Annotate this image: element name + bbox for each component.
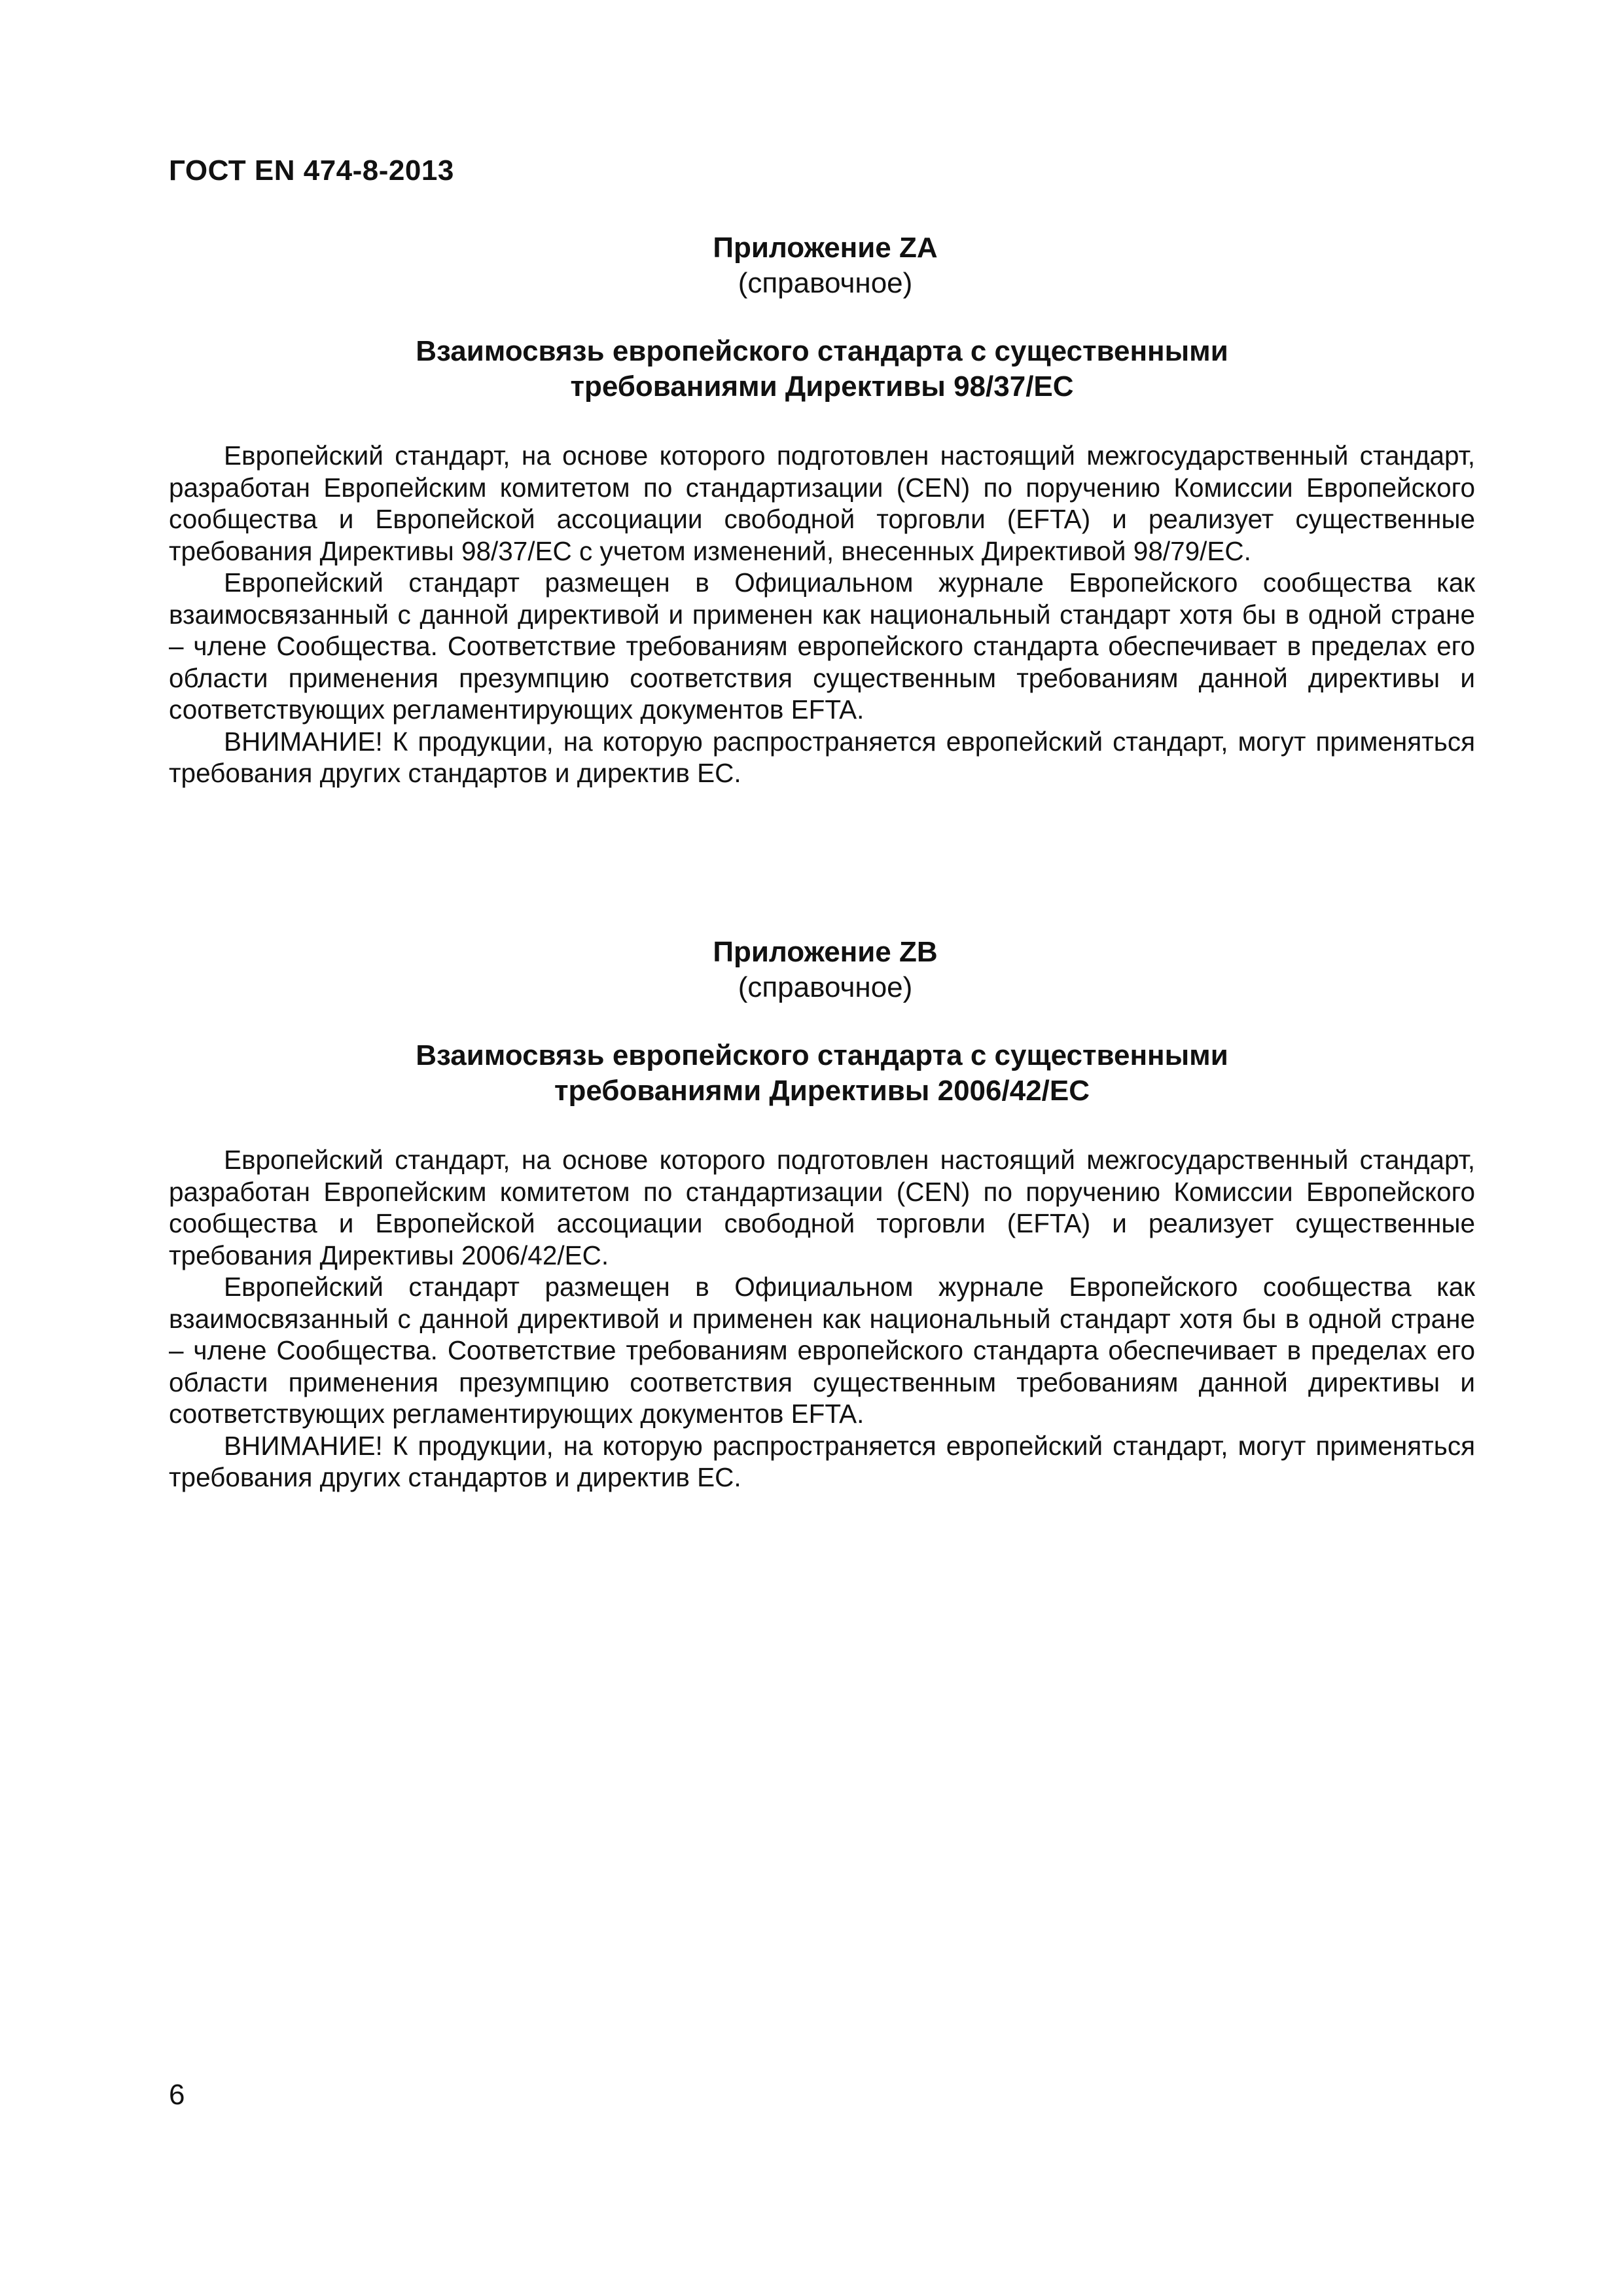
annex-heading <box>169 334 1475 404</box>
annex-body <box>169 440 1475 789</box>
annex-heading-line: требованиями Директивы 2006/42/ЕС <box>554 1075 1090 1107</box>
body-paragraph: Европейский стандарт, на основе которого подготовлен настоящий межгосударственный стандарт, разработан Европейским комитетом по стандартизации (CEN) по поручению Комиссии Европейского сообщества и Европейской ассоциации свободной торговли (EFTA) и реализует существенные требования Директивы 98/37/ЕС с учетом изменений, внесенных Директивой 98/79/ЕС. <box>169 440 1475 566</box>
annex-title: Приложение ZB <box>713 936 938 968</box>
annex-heading-line: Взаимосвязь европейского стандарта с существенными <box>416 335 1228 367</box>
annex-type: (справочное) <box>738 971 913 1003</box>
body-paragraph: ВНИМАНИЕ! К продукции, на которую распространяется европейский стандарт, могут применяться требования других стандартов и директив ЕС. <box>169 1430 1475 1492</box>
document-code: ГОСТ EN 474-8-2013 <box>169 154 454 187</box>
body-paragraph: Европейский стандарт размещен в Официальном журнале Европейского сообщества как взаимосвязанный с данной директивой и применен как национальный стандарт хотя бы в одной стране – члене Сообщества. Соответствие требованиям европейского стандарта обеспечивает в пределах его области применения презумпцию соответствия существенным требованиям данной директивы и соответствующих регламентирующих документов EFTA. <box>169 567 1475 725</box>
body-paragraph: Европейский стандарт, на основе которого подготовлен настоящий межгосударственный стандарт, разработан Европейским комитетом по стандартизации (CEN) по поручению Комиссии Европейского сообщества и Европейской ассоциации свободной торговли (EFTA) и реализует существенные требования Директивы 2006/42/ЕС. <box>169 1145 1475 1270</box>
annex-heading <box>169 1038 1475 1109</box>
body-paragraph: ВНИМАНИЕ! К продукции, на которую распространяется европейский стандарт, могут применяться требования других стандартов и директив ЕС. <box>169 726 1475 788</box>
annex-za <box>169 230 1475 789</box>
annex-zb <box>169 935 1475 1494</box>
body-paragraph: Европейский стандарт размещен в Официальном журнале Европейского сообщества как взаимосвязанный с данной директивой и применен как национальный стандарт хотя бы в одной стране – члене Сообщества. Соответствие требованиям европейского стандарта обеспечивает в пределах его области применения презумпцию соответствия существенным требованиям данной директивы и соответствующих регламентирующих документов EFTA. <box>169 1272 1475 1429</box>
annex-title: Приложение ZA <box>713 232 938 264</box>
annex-heading-line: требованиями Директивы 98/37/ЕС <box>570 370 1074 403</box>
annex-body <box>169 1144 1475 1494</box>
annex-type: (справочное) <box>738 267 913 299</box>
annex-heading-line: Взаимосвязь европейского стандарта с существенными <box>416 1039 1228 1071</box>
page-number: 6 <box>169 2079 185 2111</box>
